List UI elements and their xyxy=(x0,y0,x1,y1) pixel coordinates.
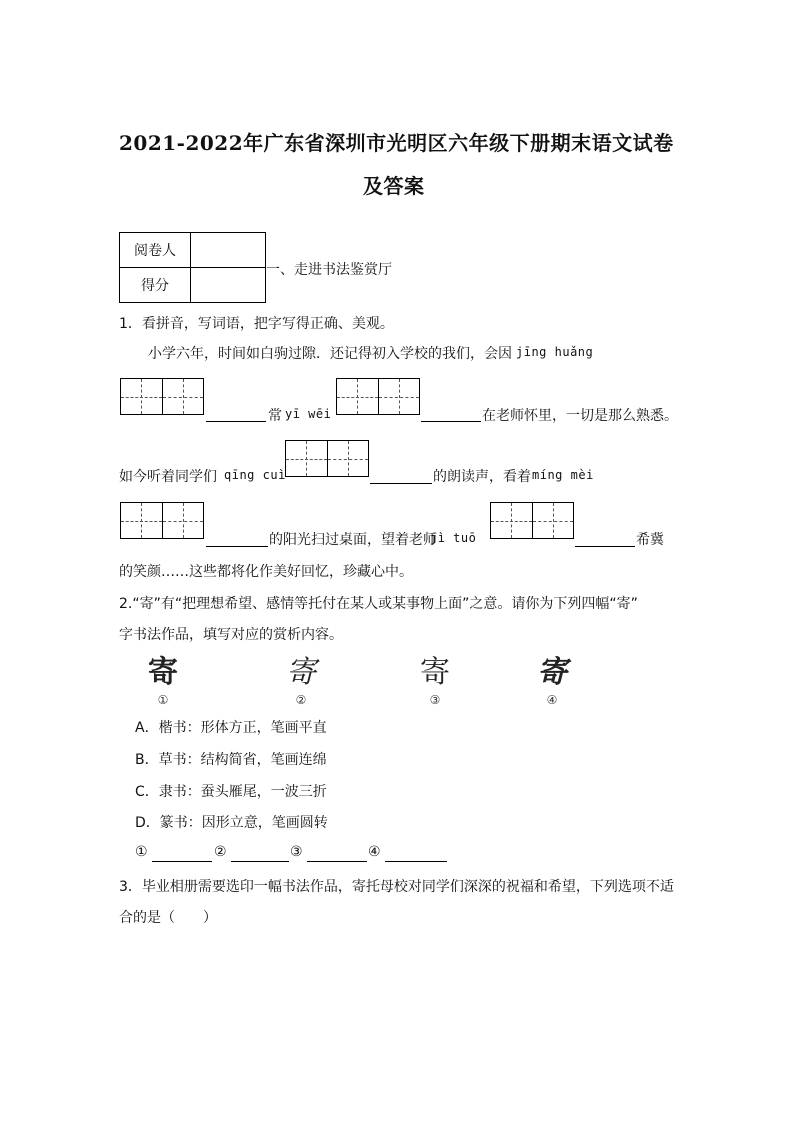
score-table xyxy=(119,232,266,303)
answer-blank-4[interactable] xyxy=(206,545,268,547)
calligraphy-image-3 xyxy=(413,655,457,707)
q1-passage-line1: 小学六年，时间如白驹过隙．还记得初入学校的我们，会因 xyxy=(148,346,512,362)
answer-blank-2[interactable] xyxy=(421,420,481,422)
calligraphy-glyph: 寄 xyxy=(537,655,567,690)
q1-pinyin-1: jīng huǎng xyxy=(516,345,594,359)
answer-label-1: ① xyxy=(135,844,148,860)
calligraphy-image-1 xyxy=(143,655,183,707)
answer-blank-q2-4[interactable] xyxy=(385,860,447,862)
calligraphy-number: ③ xyxy=(429,693,441,707)
option-b: B．草书：结构简省，笔画连绵 xyxy=(135,752,327,768)
answer-blank-q2-1[interactable] xyxy=(152,860,212,862)
answer-blank-5[interactable] xyxy=(575,545,635,547)
score-label: 得分 xyxy=(120,268,191,303)
calligraphy-glyph: 寄 xyxy=(286,655,316,690)
writing-grid-4[interactable] xyxy=(120,502,204,539)
q2-stem-line2: 字书法作品，填写对应的赏析内容。 xyxy=(119,627,343,643)
calligraphy-number: ① xyxy=(157,693,169,707)
section-heading: 一、走进书法鉴赏厅 xyxy=(266,262,392,278)
calligraphy-image-2 xyxy=(278,655,324,707)
answer-blank-q2-3[interactable] xyxy=(307,860,367,862)
q2-stem-line1: 2.“寄”有“把理想希望、感情等托付在某人或某事物上面”之意。请你为下列四幅“寄” xyxy=(119,596,638,612)
reviewer-label: 阅卷人 xyxy=(120,233,191,268)
option-a: A．楷书：形体方正，笔画平直 xyxy=(135,720,327,736)
answer-label-4: ④ xyxy=(368,844,381,860)
q1-text-zai: 在老师怀里，一切是那么熟悉。 xyxy=(482,408,678,424)
q1-text-rujin: 如今听着同学们 xyxy=(119,469,217,485)
option-d: D．篆书：因形立意，笔画圆转 xyxy=(135,815,328,831)
writing-grid-5[interactable] xyxy=(490,502,574,539)
q1-pinyin-3: qīng cuì xyxy=(224,468,286,482)
page-title-continued: 及答案 xyxy=(363,174,425,198)
answer-blank-q2-2[interactable] xyxy=(231,860,289,862)
writing-grid-3[interactable] xyxy=(285,440,369,477)
q1-stem: 1．看拼音，写词语，把字写得正确、美观。 xyxy=(119,316,394,332)
q1-text-xiji: 希冀 xyxy=(636,532,664,548)
calligraphy-glyph: 寄 xyxy=(148,655,178,690)
answer-blank-3[interactable] xyxy=(370,482,432,484)
q1-pinyin-2: yī wēi xyxy=(285,407,332,421)
q1-pinyin-4: míng mèi xyxy=(532,468,594,482)
q1-text-langdu: 的朗读声，看着 xyxy=(433,469,531,485)
q3-stem-line2: 合的是（ ） xyxy=(119,910,217,926)
calligraphy-number: ④ xyxy=(546,693,558,707)
q3-stem-line1: 3．毕业相册需要选印一幅书法作品，寄托母校对同学们深深的祝福和希望，下列选项不适 xyxy=(119,879,674,895)
page-title: 2021-2022年广东省深圳市光明区六年级下册期末语文试卷 xyxy=(119,131,674,155)
q1-text-chang: 常 xyxy=(268,408,282,424)
score-field xyxy=(191,268,266,303)
answer-blank-1[interactable] xyxy=(206,420,266,422)
q1-pinyin-5: jì tuō xyxy=(430,531,477,545)
calligraphy-number: ② xyxy=(295,693,307,707)
writing-grid-2[interactable] xyxy=(336,378,420,415)
option-c: C．隶书：蚕头雁尾，一波三折 xyxy=(135,784,327,800)
answer-label-2: ② xyxy=(214,844,227,860)
answer-label-3: ③ xyxy=(290,844,303,860)
calligraphy-image-4 xyxy=(532,655,572,707)
calligraphy-glyph: 寄 xyxy=(420,655,450,690)
reviewer-field xyxy=(191,233,266,268)
writing-grid-1[interactable] xyxy=(120,378,204,415)
q1-text-yangguang: 的阳光扫过桌面，望着老师 xyxy=(269,532,437,548)
q1-passage-last: 的笑颜……这些都将化作美好回忆，珍藏心中。 xyxy=(119,564,413,580)
